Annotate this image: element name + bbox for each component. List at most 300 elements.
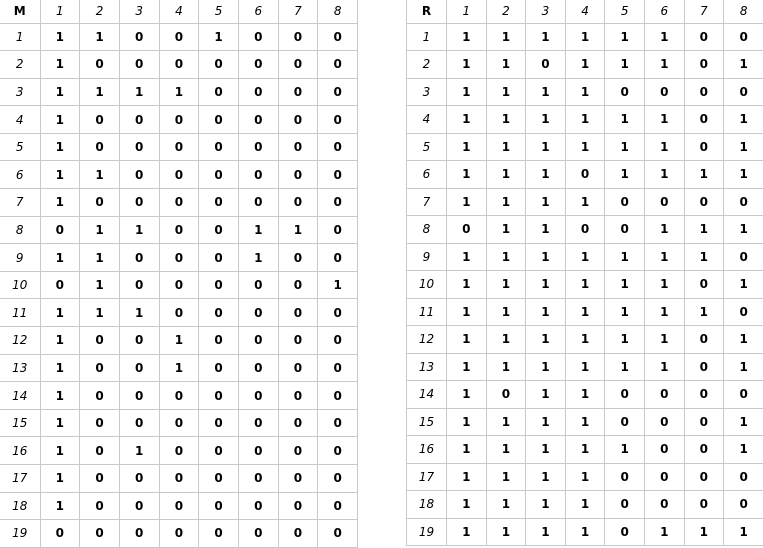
row-header: 10 — [407, 271, 447, 299]
table-cell: 0 — [238, 520, 278, 548]
table-cell: 1 — [724, 271, 763, 299]
table-cell: 1 — [447, 23, 487, 51]
table-cell: 1 — [526, 326, 566, 354]
table-cell: 1 — [486, 78, 526, 106]
row-header: 4 — [0, 106, 40, 134]
table-cell: 0 — [238, 465, 278, 493]
table-cell: 0 — [199, 465, 239, 493]
table-cell: 0 — [565, 161, 605, 189]
column-header: 7 — [278, 0, 318, 23]
table-cell: 0 — [119, 327, 159, 355]
table-cell: 0 — [199, 492, 239, 520]
table-cell: 1 — [80, 299, 120, 327]
table-row — [407, 326, 763, 354]
table-row — [407, 188, 763, 216]
table-cell: 1 — [40, 382, 80, 410]
row-header: 18 — [0, 492, 40, 520]
table-cell: 0 — [447, 216, 487, 244]
row-header: 8 — [0, 216, 40, 244]
table-cell: 0 — [80, 465, 120, 493]
table-cell: 0 — [238, 492, 278, 520]
table-cell: 1 — [526, 408, 566, 436]
table-cell: 1 — [605, 106, 645, 134]
table-cell: 0 — [159, 106, 199, 134]
table-cell: 0 — [238, 189, 278, 217]
column-header: 5 — [605, 0, 645, 23]
table-cell: 1 — [724, 216, 763, 244]
table-cell: 1 — [684, 298, 724, 326]
table-cell: 0 — [605, 408, 645, 436]
table-cell: 1 — [724, 518, 763, 546]
row-header: 11 — [407, 298, 447, 326]
table-cell: 1 — [486, 408, 526, 436]
row-header: 2 — [0, 51, 40, 79]
table-cell: 1 — [565, 271, 605, 299]
table-cell: 0 — [318, 51, 358, 79]
table-cell: 0 — [159, 271, 199, 299]
table-cell: 1 — [447, 106, 487, 134]
table-cell: 1 — [40, 189, 80, 217]
table-cell: 0 — [159, 244, 199, 272]
table-cell: 0 — [318, 354, 358, 382]
table-cell: 1 — [644, 106, 684, 134]
table-cell: 0 — [159, 216, 199, 244]
table-cell: 0 — [684, 408, 724, 436]
table-cell: 0 — [278, 106, 318, 134]
table-cell: 0 — [80, 354, 120, 382]
table-row — [0, 244, 358, 272]
table-cell: 1 — [565, 381, 605, 409]
table-cell: 1 — [526, 353, 566, 381]
table-cell: 0 — [119, 51, 159, 79]
table-cell: 1 — [40, 409, 80, 437]
table-cell: 0 — [278, 465, 318, 493]
table-cell: 1 — [80, 78, 120, 106]
table-cell: 1 — [447, 326, 487, 354]
table-header-row — [0, 0, 358, 23]
table-cell: 0 — [278, 327, 318, 355]
table-cell: 0 — [605, 463, 645, 491]
table-cell: 1 — [486, 133, 526, 161]
table-cell: 0 — [119, 106, 159, 134]
table-cell: 1 — [684, 216, 724, 244]
table-row — [0, 354, 358, 382]
column-header: 1 — [447, 0, 487, 23]
table-cell: 1 — [80, 244, 120, 272]
table-cell: 0 — [159, 465, 199, 493]
table-cell: 0 — [318, 216, 358, 244]
row-header: 1 — [0, 23, 40, 51]
table-cell: 0 — [80, 520, 120, 548]
table-cell: 1 — [40, 106, 80, 134]
table-cell: 0 — [238, 161, 278, 189]
table-cell: 0 — [159, 133, 199, 161]
table-corner-label: R — [407, 0, 447, 23]
table-cell: 1 — [644, 133, 684, 161]
table-body — [407, 23, 763, 546]
row-header: 19 — [407, 518, 447, 546]
table-cell: 0 — [119, 23, 159, 51]
table-cell: 0 — [159, 161, 199, 189]
table-cell: 1 — [486, 243, 526, 271]
table-cell: 1 — [526, 243, 566, 271]
table-cell: 0 — [318, 327, 358, 355]
row-header: 7 — [0, 189, 40, 217]
column-header: 2 — [486, 0, 526, 23]
table-cell: 0 — [605, 216, 645, 244]
table-cell: 0 — [318, 492, 358, 520]
table-row — [407, 298, 763, 326]
table-cell: 1 — [526, 463, 566, 491]
table-cell: 1 — [724, 353, 763, 381]
table-cell: 0 — [278, 133, 318, 161]
row-header: 19 — [0, 520, 40, 548]
table-cell: 0 — [40, 520, 80, 548]
table-row — [0, 51, 358, 79]
table-cell: 0 — [684, 271, 724, 299]
table-cell: 1 — [565, 353, 605, 381]
table-body — [0, 23, 358, 547]
table-cell: 1 — [486, 298, 526, 326]
column-header: 4 — [565, 0, 605, 23]
table-row — [0, 409, 358, 437]
table-cell: 1 — [526, 188, 566, 216]
table-cell: 1 — [565, 106, 605, 134]
table-cell: 1 — [565, 51, 605, 79]
table-row — [0, 492, 358, 520]
table-cell: 1 — [644, 353, 684, 381]
table-cell: 1 — [119, 299, 159, 327]
table-row — [407, 161, 763, 189]
table-cell: 0 — [238, 382, 278, 410]
table-cell: 0 — [80, 492, 120, 520]
row-header: 12 — [0, 327, 40, 355]
table-cell: 0 — [119, 520, 159, 548]
row-header: 4 — [407, 106, 447, 134]
table-cell: 0 — [605, 518, 645, 546]
table-cell: 1 — [724, 408, 763, 436]
table-cell: 0 — [684, 353, 724, 381]
table-cell: 0 — [684, 51, 724, 79]
table-cell: 0 — [119, 354, 159, 382]
table-cell: 0 — [80, 437, 120, 465]
table-cell: 0 — [318, 78, 358, 106]
table-cell: 0 — [724, 243, 763, 271]
table-cell: 0 — [238, 327, 278, 355]
table-cell: 1 — [644, 23, 684, 51]
table-cell: 1 — [644, 271, 684, 299]
column-header: 7 — [684, 0, 724, 23]
table-cell: 1 — [605, 326, 645, 354]
table-cell: 0 — [278, 161, 318, 189]
table-cell: 1 — [486, 463, 526, 491]
table-cell: 1 — [40, 23, 80, 51]
table-cell: 1 — [159, 327, 199, 355]
column-header: 5 — [199, 0, 239, 23]
row-header: 6 — [0, 161, 40, 189]
table-cell: 1 — [447, 353, 487, 381]
table-cell: 0 — [238, 437, 278, 465]
row-header: 12 — [407, 326, 447, 354]
table-cell: 1 — [486, 188, 526, 216]
table-cell: 0 — [80, 327, 120, 355]
table-cell: 1 — [565, 463, 605, 491]
table-cell: 1 — [644, 216, 684, 244]
table-row — [407, 51, 763, 79]
table-row — [407, 436, 763, 464]
table-cell: 0 — [644, 408, 684, 436]
table-row — [407, 106, 763, 134]
table-row — [407, 408, 763, 436]
table-cell: 1 — [486, 326, 526, 354]
table-cell: 0 — [318, 244, 358, 272]
table-cell: 1 — [447, 51, 487, 79]
table-cell: 0 — [724, 381, 763, 409]
table-cell: 0 — [318, 382, 358, 410]
table-cell: 1 — [565, 298, 605, 326]
table-cell: 0 — [278, 520, 318, 548]
table-cell: 1 — [447, 463, 487, 491]
table-cell: 1 — [447, 491, 487, 519]
table-cell: 1 — [119, 437, 159, 465]
table-row — [407, 243, 763, 271]
table-cell: 1 — [605, 271, 645, 299]
table-cell: 0 — [238, 51, 278, 79]
table-cell: 0 — [605, 491, 645, 519]
table-row — [407, 491, 763, 519]
table-cell: 1 — [565, 243, 605, 271]
table-cell: 0 — [318, 409, 358, 437]
table-cell: 1 — [447, 436, 487, 464]
table-cell: 0 — [278, 354, 318, 382]
table-cell: 0 — [238, 271, 278, 299]
table-cell: 0 — [278, 51, 318, 79]
matrix-table-m — [0, 0, 358, 548]
table-cell: 1 — [565, 436, 605, 464]
table-cell: 1 — [526, 133, 566, 161]
table-cell: 0 — [724, 78, 763, 106]
table-cell: 0 — [199, 78, 239, 106]
table-cell: 0 — [199, 409, 239, 437]
table-cell: 0 — [119, 244, 159, 272]
table-cell: 0 — [278, 78, 318, 106]
table-cell: 1 — [644, 243, 684, 271]
table-cell: 1 — [447, 381, 487, 409]
table-cell: 0 — [278, 299, 318, 327]
table-cell: 1 — [159, 78, 199, 106]
row-header: 15 — [407, 408, 447, 436]
row-header: 8 — [407, 216, 447, 244]
table-cell: 0 — [318, 189, 358, 217]
row-header: 5 — [407, 133, 447, 161]
table-cell: 0 — [278, 409, 318, 437]
table-cell: 1 — [605, 23, 645, 51]
table-cell: 0 — [159, 51, 199, 79]
table-cell: 1 — [605, 243, 645, 271]
table-cell: 0 — [199, 189, 239, 217]
table-row — [0, 23, 358, 51]
table-cell: 1 — [80, 216, 120, 244]
table-cell: 1 — [486, 491, 526, 519]
table-cell: 0 — [119, 189, 159, 217]
table-cell: 1 — [40, 299, 80, 327]
table-cell: 1 — [526, 491, 566, 519]
table-row — [407, 381, 763, 409]
table-cell: 1 — [40, 327, 80, 355]
column-header: 6 — [644, 0, 684, 23]
row-header: 9 — [0, 244, 40, 272]
table-cell: 1 — [486, 106, 526, 134]
table-cell: 1 — [238, 244, 278, 272]
table-cell: 1 — [447, 78, 487, 106]
table-cell: 0 — [605, 381, 645, 409]
table-row — [0, 520, 358, 548]
column-header: 8 — [724, 0, 763, 23]
table-cell: 0 — [119, 271, 159, 299]
table-cell: 1 — [565, 188, 605, 216]
table-cell: 1 — [724, 133, 763, 161]
table-cell: 0 — [318, 437, 358, 465]
table-cell: 1 — [447, 271, 487, 299]
table-cell: 1 — [526, 161, 566, 189]
table-row — [407, 23, 763, 51]
table-cell: 1 — [80, 271, 120, 299]
table-cell: 0 — [199, 161, 239, 189]
table-cell: 1 — [486, 23, 526, 51]
table-cell: 0 — [199, 327, 239, 355]
table-row — [0, 161, 358, 189]
table-cell: 0 — [318, 465, 358, 493]
table-cell: 1 — [486, 271, 526, 299]
table-cell: 0 — [40, 271, 80, 299]
table-cell: 1 — [80, 23, 120, 51]
table-cell: 1 — [565, 408, 605, 436]
table-cell: 1 — [565, 78, 605, 106]
table-cell: 0 — [238, 299, 278, 327]
table-row — [0, 437, 358, 465]
table-cell: 0 — [199, 244, 239, 272]
table-cell: 1 — [40, 465, 80, 493]
table-row — [407, 271, 763, 299]
row-header: 11 — [0, 299, 40, 327]
table-cell: 0 — [119, 382, 159, 410]
row-header: 15 — [0, 409, 40, 437]
table-cell: 0 — [724, 23, 763, 51]
table-cell: 1 — [119, 78, 159, 106]
table-cell: 0 — [199, 133, 239, 161]
table-cell: 0 — [278, 244, 318, 272]
table-cell: 0 — [159, 492, 199, 520]
table-cell: 1 — [486, 216, 526, 244]
column-header: 6 — [238, 0, 278, 23]
table-cell: 1 — [605, 436, 645, 464]
table-cell: 1 — [644, 51, 684, 79]
table-row — [0, 327, 358, 355]
table-cell: 0 — [318, 299, 358, 327]
table-cell: 0 — [199, 271, 239, 299]
table-cell: 1 — [724, 106, 763, 134]
table-cell: 0 — [644, 381, 684, 409]
row-header: 10 — [0, 271, 40, 299]
table-row — [407, 463, 763, 491]
row-header: 16 — [0, 437, 40, 465]
table-cell: 1 — [40, 161, 80, 189]
table-cell: 1 — [199, 23, 239, 51]
table-row — [407, 216, 763, 244]
row-header: 7 — [407, 188, 447, 216]
table-cell: 1 — [40, 78, 80, 106]
table-cell: 0 — [318, 106, 358, 134]
table-cell: 0 — [318, 23, 358, 51]
table-cell: 1 — [447, 188, 487, 216]
table-cell: 1 — [565, 491, 605, 519]
table-cell: 0 — [119, 133, 159, 161]
column-header: 3 — [119, 0, 159, 23]
table-cell: 1 — [526, 381, 566, 409]
table-cell: 1 — [684, 161, 724, 189]
table-cell: 0 — [724, 188, 763, 216]
row-header: 13 — [407, 353, 447, 381]
table-cell: 1 — [605, 51, 645, 79]
row-header: 5 — [0, 133, 40, 161]
row-header: 17 — [0, 465, 40, 493]
table-cell: 0 — [684, 78, 724, 106]
table-cell: 0 — [199, 106, 239, 134]
table-cell: 0 — [238, 409, 278, 437]
table-row — [0, 465, 358, 493]
row-header: 16 — [407, 436, 447, 464]
row-header: 3 — [0, 78, 40, 106]
table-cell: 0 — [80, 51, 120, 79]
table-cell: 0 — [199, 51, 239, 79]
table-cell: 0 — [80, 409, 120, 437]
row-header: 18 — [407, 491, 447, 519]
table-cell: 1 — [644, 518, 684, 546]
table-cell: 0 — [80, 133, 120, 161]
table-cell: 0 — [278, 189, 318, 217]
table-cell: 0 — [605, 188, 645, 216]
table-cell: 1 — [447, 518, 487, 546]
row-header: 14 — [0, 382, 40, 410]
table-cell: 0 — [159, 23, 199, 51]
table-cell: 1 — [486, 161, 526, 189]
table-cell: 1 — [80, 161, 120, 189]
table-row — [0, 106, 358, 134]
table-cell: 0 — [486, 381, 526, 409]
table-row — [0, 189, 358, 217]
table-cell: 0 — [278, 492, 318, 520]
table-cell: 1 — [526, 298, 566, 326]
table-cell: 1 — [447, 161, 487, 189]
table-cell: 1 — [526, 216, 566, 244]
table-cell: 1 — [644, 161, 684, 189]
table-cell: 1 — [724, 436, 763, 464]
table-cell: 0 — [119, 161, 159, 189]
row-header: 6 — [407, 161, 447, 189]
table-cell: 0 — [80, 106, 120, 134]
table-cell: 0 — [199, 382, 239, 410]
table-cell: 0 — [238, 23, 278, 51]
table-cell: 0 — [644, 188, 684, 216]
table-cell: 1 — [447, 298, 487, 326]
table-corner-label: M — [0, 0, 40, 23]
table-cell: 0 — [724, 298, 763, 326]
matrix-table-r — [406, 0, 763, 546]
table-cell: 0 — [644, 436, 684, 464]
table-cell: 0 — [644, 78, 684, 106]
table-cell: 0 — [724, 491, 763, 519]
table-cell: 1 — [565, 133, 605, 161]
